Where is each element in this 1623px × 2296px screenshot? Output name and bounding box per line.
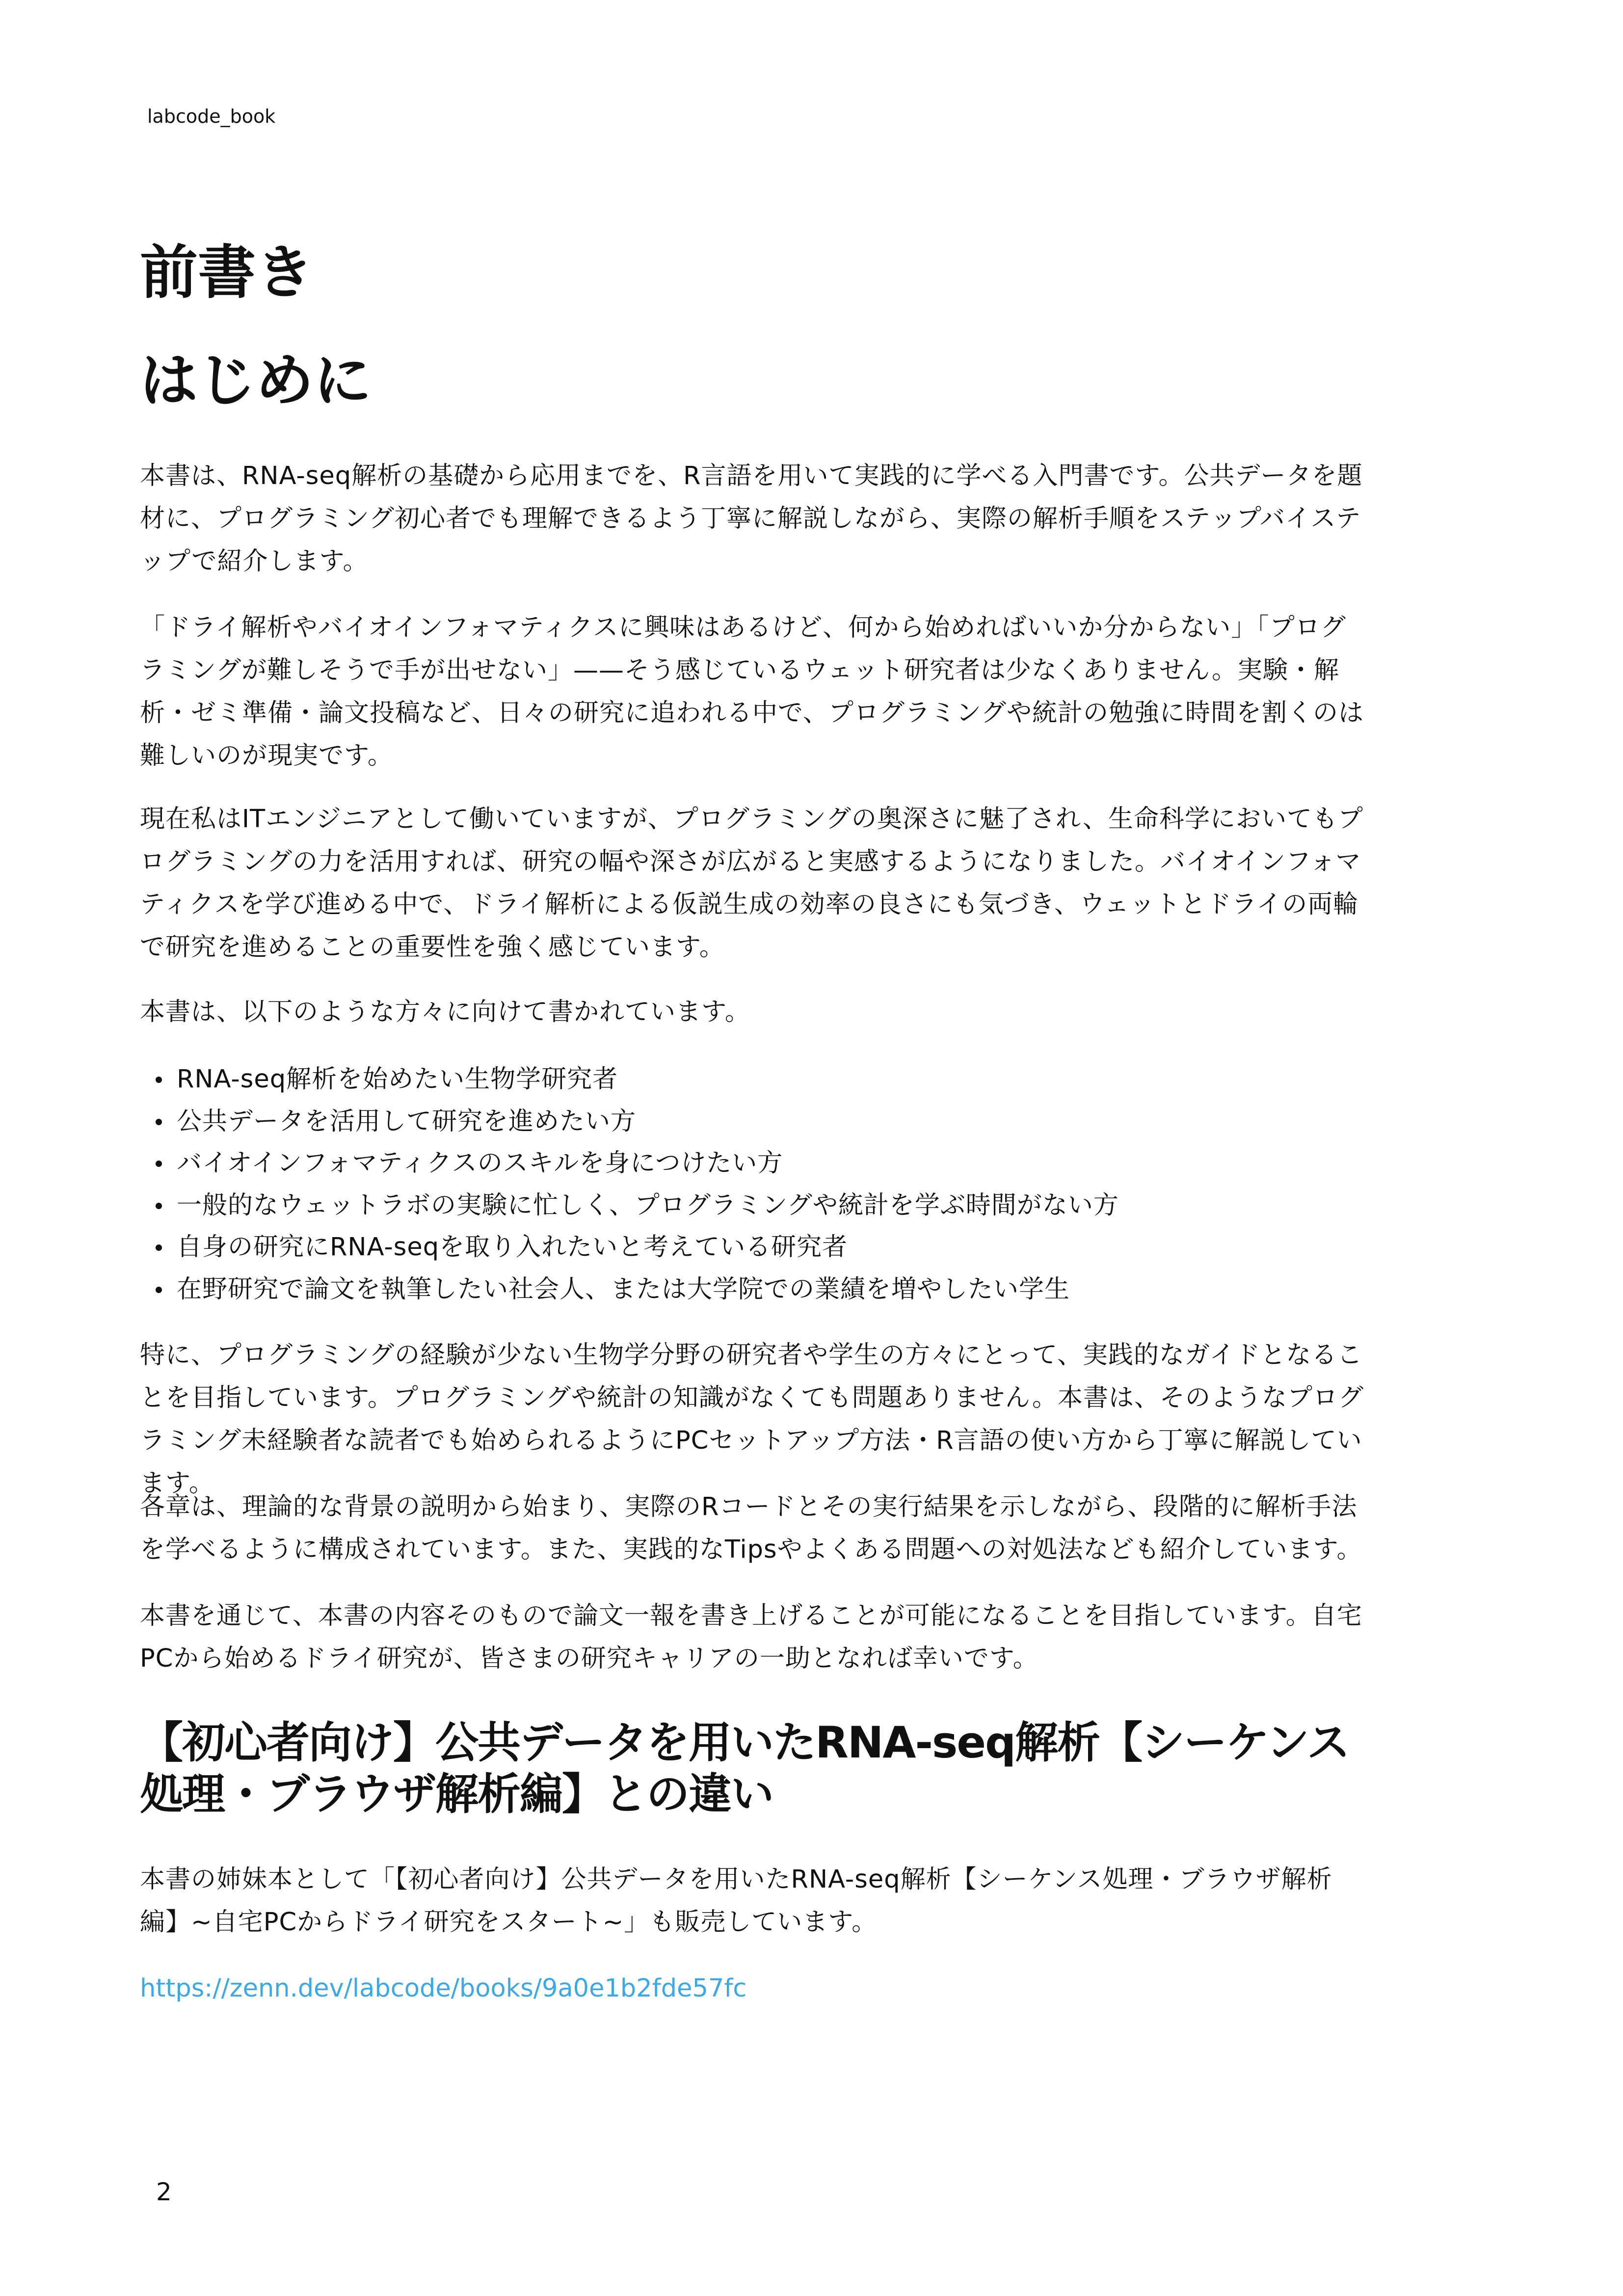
audience-list [140,1058,1367,1310]
bullet-icon [156,1244,162,1251]
sister-book-paragraph: 本書の姉妹本として「【初心者向け】公共データを用いたRNA-seq解析【シーケンス処理・ブラウザ解析編】~自宅PCからドライ研究をスタート~」も販売しています。 [140,1865,1332,1937]
bullet-icon [156,1119,162,1125]
heading-preface: 前書き [140,239,314,306]
list-item: 自身の研究にRNA-seqを取り入れたいと考えている研究者 [140,1226,1367,1269]
heading-introduction: はじめに [140,347,372,414]
paragraph: 特に、プログラミングの経験が少ない生物学分野の研究者や学生の方々にとって、実践的なガイドとなることを目指しています。プログラミングや統計の知識がなくても問題ありません。本書は、そのようなプログラミング未経験者な読者でも始められるようにPCセットアップ方法・R言語の使い方から丁寧に解説しています。 [140,1341,1364,1498]
bullet-icon [156,1077,162,1083]
bullet-icon [156,1161,162,1167]
running-header: labcode_book [147,106,276,127]
heading-difference: 【初心者向け】公共データを用いたRNA-seq解析【シーケンス処理・ブラウザ解析編】との違い [140,1717,1350,1819]
list-item: RNA-seq解析を始めたい生物学研究者 [140,1058,1367,1101]
paragraph: 本書を通じて、本書の内容そのもので論文一報を書き上げることが可能になることを目指しています。自宅PCから始めるドライ研究が、皆さまの研究キャリアの一助となれば幸いです。 [140,1601,1362,1673]
list-item: 公共データを活用して研究を進めたい方 [140,1101,1367,1143]
bullet-icon [156,1203,162,1209]
paragraph: 現在私はITエンジニアとして働いていますが、プログラミングの奥深さに魅了され、生命科学においてもプログラミングの力を活用すれば、研究の幅や深さが広がると実感するようになりました。バイオインフォマティクスを学び進める中で、ドライ解析による仮説生成の効率の良さにも気づき、ウェットとドライの両輪で研究を進めることの重要性を強く感じています。 [140,805,1363,962]
page-number: 2 [156,2178,172,2206]
list-item: バイオインフォマティクスのスキルを身につけたい方 [140,1142,1367,1185]
bullet-icon [156,1287,162,1293]
paragraph: 「ドライ解析やバイオインフォマティクスに興味はあるけど、何から始めればいいか分からない」「プログラミングが難しそうで手が出せない」——そう感じているウェット研究者は少なくありません。実験・解析・ゼミ準備・論文投稿など、日々の研究に追われる中で、プログラミングや統計の勉強に時間を割くのは難しいのが現実です。 [140,613,1364,770]
paragraph: 各章は、理論的な背景の説明から始まり、実際のRコードとその実行結果を示しながら、段階的に解析手法を学べるように構成されています。また、実践的なTipsやよくある問題への対処法なども紹介しています。 [140,1492,1362,1564]
list-item: 一般的なウェットラボの実験に忙しく、プログラミングや統計を学ぶ時間がない方 [140,1185,1367,1227]
list-item: 在野研究で論文を執筆したい社会人、または大学院での業績を増やしたい学生 [140,1269,1367,1311]
paragraph: 本書は、以下のような方々に向けて書かれています。 [140,998,750,1026]
sister-book-link[interactable]: https://zenn.dev/labcode/books/9a0e1b2fde57fc [140,1974,747,2003]
paragraph: 本書は、RNA-seq解析の基礎から応用までを、R言語を用いて実践的に学べる入門書です。公共データを題材に、プログラミング初心者でも理解できるよう丁寧に解説しながら、実際の解析手順をステップバイステップで紹介します。 [140,461,1363,576]
